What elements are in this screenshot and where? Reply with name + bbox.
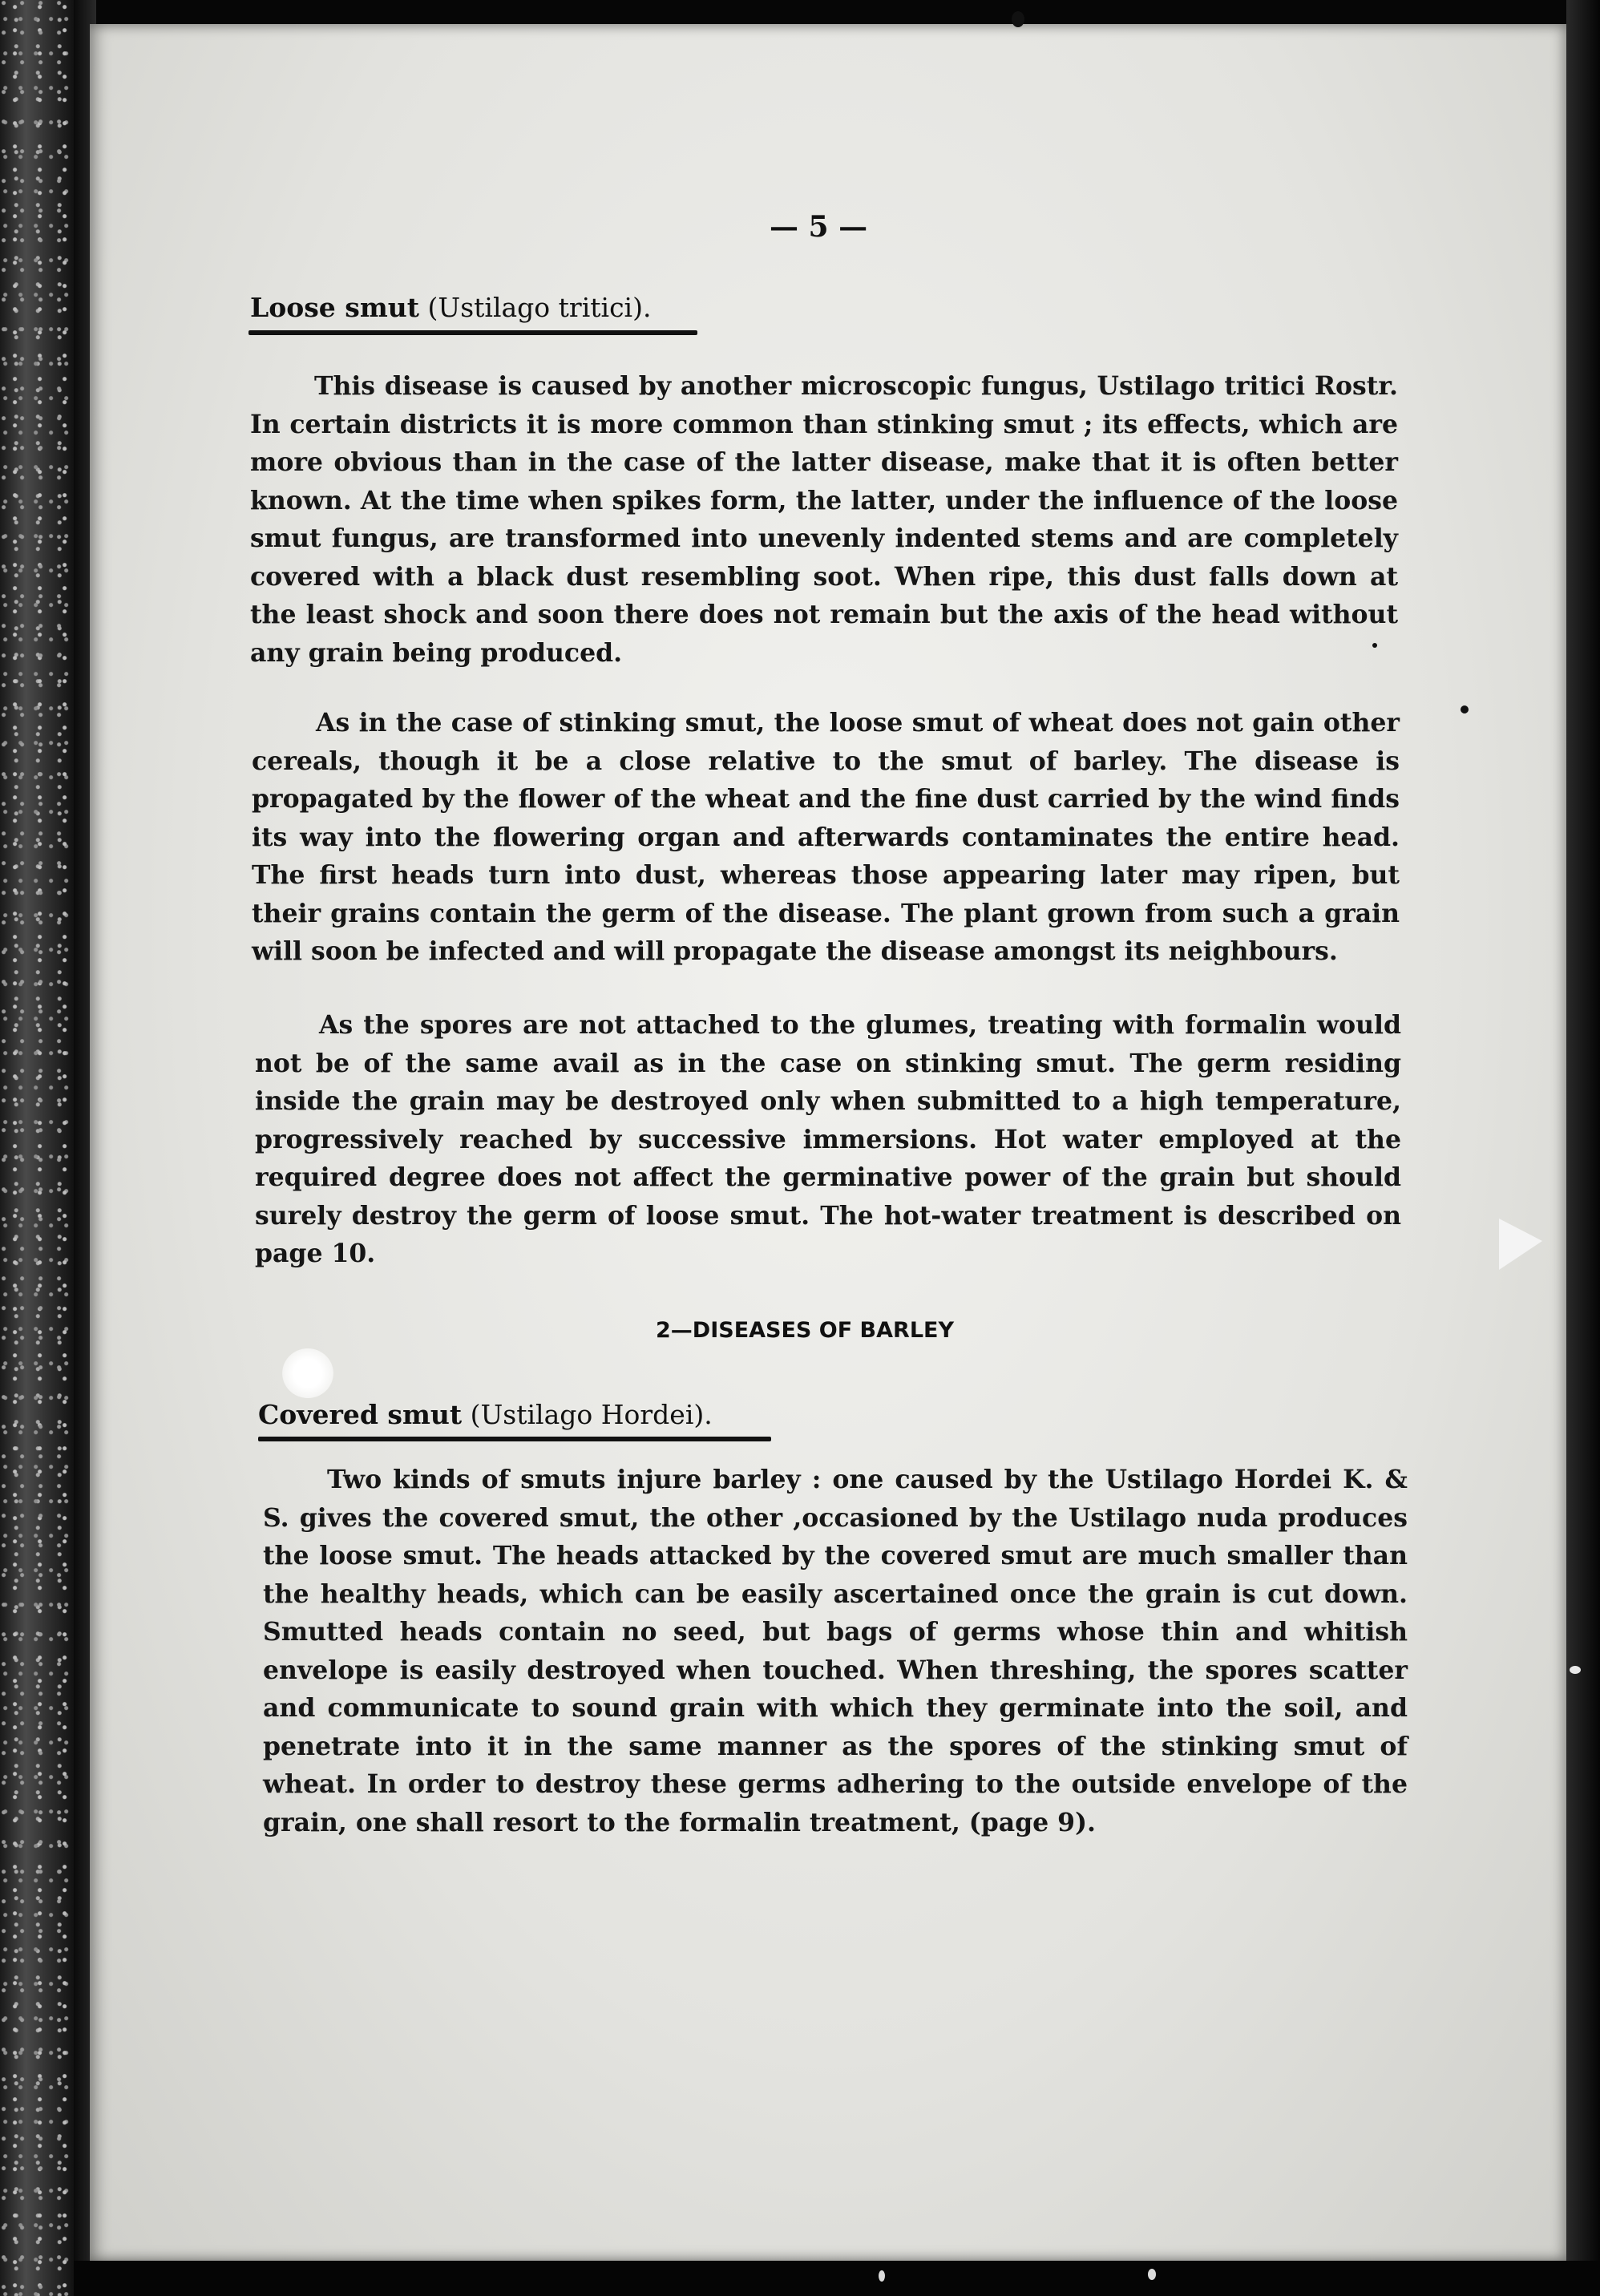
section-title: 2—DISEASES OF BARLEY bbox=[656, 1318, 955, 1343]
covered-smut-heading-main: Covered smut bbox=[258, 1399, 463, 1430]
loose-smut-heading-latin: (Ustilago tritici). bbox=[419, 292, 652, 323]
covered-smut-paragraph: Two kinds of smuts injure barley : one caused by the Ustilago Hordei K. & S. gives the covered smut, the other ,occasioned by the Ustilago nuda produces the loose smut. The heads attacked by the covered smut are much smaller than the healthy heads, which can be easily ascertained once the grain is cut down. Smutted heads contain no seed, but bags of germs whose thin and whitish envelope is easily destroyed when touched. When threshing, the spores scatter and communicate to sound grain with which they germinate into the soil, and penetrate into it in the same manner as the spores of the stinking smut of wheat. In order to destroy these germs adhering to the outside envelope of the grain, one shall resort to the formalin treatment, (page 9). bbox=[263, 1465, 1408, 1837]
dust-speck bbox=[879, 2270, 885, 2282]
covered-smut-heading-latin: (Ustilago Hordei). bbox=[462, 1399, 713, 1430]
speckled-margin-strip bbox=[0, 0, 74, 2296]
loose-smut-paragraph-3: As the spores are not attached to the glumes, treating with formalin would not be of the same avail as in the case on stinking smut. The germ residing inside the grain may be destroyed only when submitted to a high temperature, progressively reached by successive immersions. Hot water employed at the required degree does not affect the germinative power of the grain but should surely destroy the germ of loose smut. The hot-water treatment is described on page 10. bbox=[255, 1010, 1401, 1268]
dust-speck bbox=[1148, 2269, 1156, 2280]
covered-smut-heading bbox=[258, 1399, 713, 1430]
dust-speck bbox=[1372, 643, 1377, 648]
dust-speck bbox=[1012, 11, 1024, 27]
loose-smut-heading-underline bbox=[248, 330, 697, 335]
loose-smut-paragraph-1: This disease is caused by another microscopic fungus, Ustilago tritici Rostr. In certain districts it is more common than stinking smut ; its effects, which are more obvious than in the case of the latter disease, make that it is often better known. At the time when spikes form, the latter, under the influence of the loose smut fungus, are transformed into unevenly indented stems and are completely covered with a black dust resembling soot. When ripe, this dust falls down at the least shock and soon there does not remain but the axis of the head without any grain being produced. bbox=[250, 371, 1398, 668]
dust-speck bbox=[1570, 1666, 1581, 1674]
bottom-scan-edge bbox=[74, 2261, 1600, 2296]
page-scuff-artifact bbox=[1499, 1219, 1542, 1270]
dust-speck bbox=[1461, 705, 1469, 713]
page-number: — 5 — bbox=[770, 210, 868, 244]
loose-smut-paragraph-2: As in the case of stinking smut, the loose smut of wheat does not gain other cereals, though it be a close relative to the smut of barley. The disease is propagated by the flower of the wheat and the fine dust carried by the wind finds its way into the flowering organ and afterwards contaminates the entire head. The first heads turn into dust, whereas those appearing later may ripen, but their grains contain the germ of the disease. The plant grown from such a grain will soon be infected and will propagate the disease amongst its neighbours. bbox=[252, 708, 1400, 966]
ink-blot-artifact bbox=[282, 1348, 333, 1398]
right-scan-edge bbox=[1566, 0, 1600, 2296]
loose-smut-heading-main: Loose smut bbox=[250, 292, 420, 323]
loose-smut-heading bbox=[250, 292, 651, 323]
covered-smut-heading-underline bbox=[258, 1437, 771, 1441]
